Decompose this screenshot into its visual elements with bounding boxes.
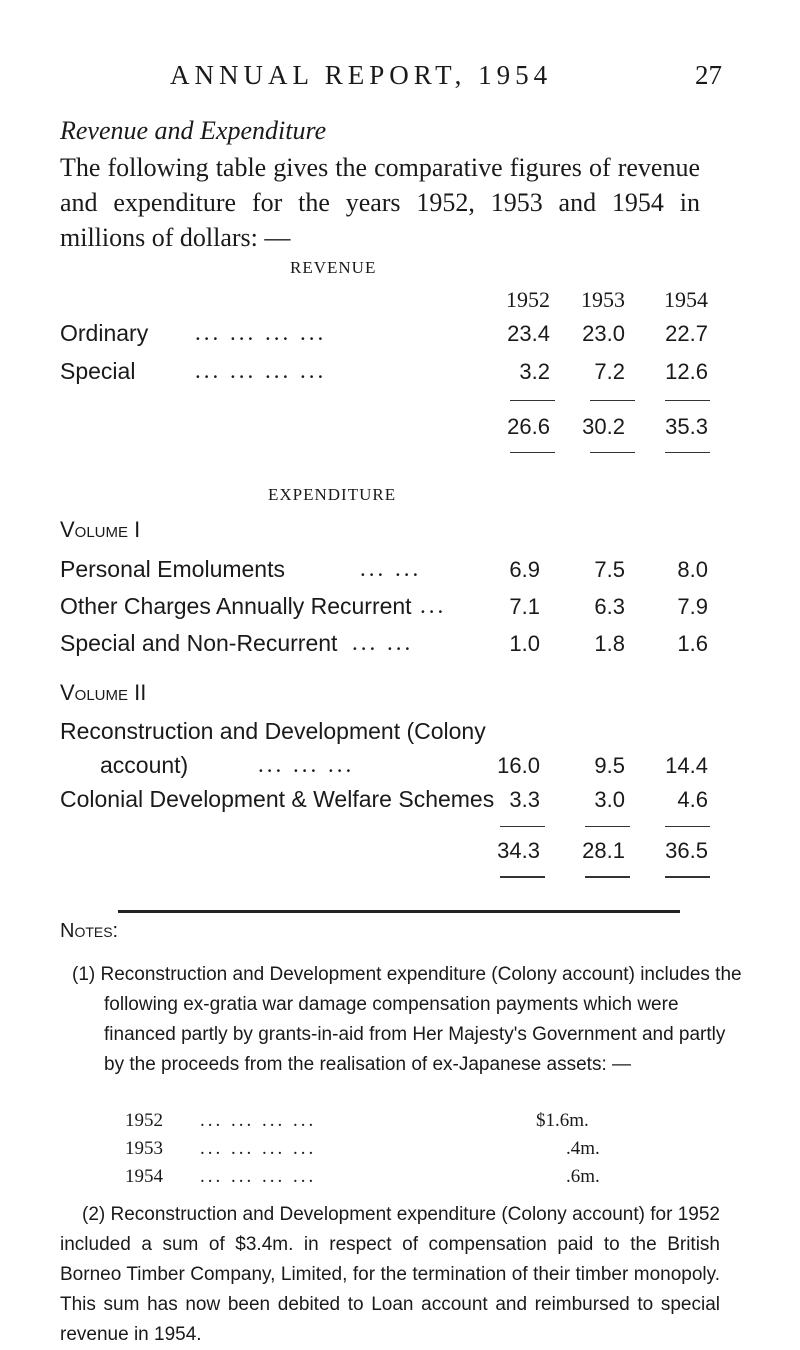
revenue-value: 3.2 bbox=[519, 359, 550, 384]
total-rule bbox=[665, 876, 710, 878]
expenditure-row-label: Reconstruction and Development (Colony bbox=[60, 718, 486, 744]
expenditure-value: 1.6 bbox=[677, 631, 708, 656]
expenditure-row-label-cont: account) bbox=[100, 752, 189, 778]
year-header: 1952 bbox=[506, 287, 550, 312]
leader-dots: ... ... bbox=[352, 630, 414, 655]
expenditure-row-label: Other Charges Annually Recurrent bbox=[60, 593, 412, 619]
total-rule bbox=[585, 876, 630, 878]
note-year: 1952 bbox=[125, 1110, 163, 1131]
revenue-row-label: Ordinary bbox=[60, 320, 149, 346]
expenditure-row-label: Special and Non-Recurrent bbox=[60, 630, 338, 656]
revenue-value: 23.0 bbox=[582, 321, 625, 346]
revenue-value: 22.7 bbox=[665, 321, 708, 346]
year-header: 1954 bbox=[664, 287, 708, 312]
expenditure-value: 7.9 bbox=[677, 594, 708, 619]
expenditure-value: 4.6 bbox=[677, 787, 708, 812]
note-2: (2) Reconstruction and Development expenditure (Colony account) for 1952 included a sum of $3.4m. in respect of compensation paid to the British Borneo Timber Company, Limited, for the termination of their timber monopoly. This sum has now been debited to Loan account and reimbursed to special revenue in 1954. bbox=[60, 1204, 720, 1345]
section-title: Revenue and Expenditure bbox=[60, 116, 327, 145]
subtotal-rule bbox=[665, 400, 710, 401]
expenditure-value: 3.3 bbox=[509, 787, 540, 812]
expenditure-heading: EXPENDITURE bbox=[268, 485, 397, 504]
note-amount: .6m. bbox=[566, 1166, 600, 1187]
expenditure-total: 28.1 bbox=[582, 838, 625, 863]
expenditure-row-label: Personal Emoluments bbox=[60, 556, 285, 582]
total-rule bbox=[500, 876, 545, 878]
expenditure-value: 7.1 bbox=[509, 594, 540, 619]
revenue-total: 35.3 bbox=[665, 414, 708, 439]
expenditure-value: 8.0 bbox=[677, 557, 708, 582]
expenditure-value: 6.9 bbox=[509, 557, 540, 582]
volume-heading: Volume II bbox=[60, 680, 147, 705]
leader-dots: ... ... ... bbox=[258, 752, 355, 777]
note-amount: $1.6m. bbox=[536, 1110, 589, 1131]
note-year: 1954 bbox=[125, 1166, 163, 1187]
expenditure-total: 34.3 bbox=[497, 838, 540, 863]
revenue-total: 26.6 bbox=[507, 414, 550, 439]
expenditure-value: 6.3 bbox=[594, 594, 625, 619]
revenue-value: 23.4 bbox=[507, 321, 550, 346]
leader-dots: ... ... ... ... bbox=[200, 1138, 317, 1159]
expenditure-value: 1.0 bbox=[509, 631, 540, 656]
expenditure-value: 16.0 bbox=[497, 753, 540, 778]
expenditure-total: 36.5 bbox=[665, 838, 708, 863]
revenue-heading: REVENUE bbox=[290, 258, 377, 277]
total-rule bbox=[590, 452, 635, 453]
expenditure-value: 9.5 bbox=[594, 753, 625, 778]
notes-heading: Notes: bbox=[60, 920, 119, 942]
revenue-total: 30.2 bbox=[582, 414, 625, 439]
leader-dots: ... ... ... ... bbox=[200, 1110, 317, 1131]
revenue-value: 7.2 bbox=[594, 359, 625, 384]
expenditure-value: 1.8 bbox=[594, 631, 625, 656]
intro-paragraph: The following table gives the comparative figures of revenue and expenditure for the years 1952, 1953 and 1954 in millions of dollars: — bbox=[60, 153, 700, 252]
leader-dots: ... ... ... ... bbox=[195, 358, 327, 383]
note-year: 1953 bbox=[125, 1138, 163, 1159]
expenditure-value: 14.4 bbox=[665, 753, 708, 778]
leader-dots: ... ... ... ... bbox=[195, 320, 327, 345]
subtotal-rule bbox=[585, 826, 630, 827]
volume-heading: Volume I bbox=[60, 517, 141, 542]
subtotal-rule bbox=[590, 400, 635, 401]
subtotal-rule bbox=[500, 826, 545, 827]
leader-dots: ... ... ... ... bbox=[200, 1166, 317, 1187]
total-rule bbox=[510, 452, 555, 453]
section-divider bbox=[118, 910, 680, 913]
year-header: 1953 bbox=[581, 287, 625, 312]
revenue-value: 12.6 bbox=[665, 359, 708, 384]
note-amount: .4m. bbox=[566, 1138, 600, 1159]
leader-dots: ... bbox=[420, 593, 447, 618]
subtotal-rule bbox=[665, 826, 710, 827]
expenditure-row-label: Colonial Development & Welfare Schemes bbox=[60, 786, 495, 812]
revenue-row-label: Special bbox=[60, 358, 136, 384]
expenditure-value: 7.5 bbox=[594, 557, 625, 582]
total-rule bbox=[665, 452, 710, 453]
subtotal-rule bbox=[510, 400, 555, 401]
leader-dots: ... ... bbox=[360, 556, 422, 581]
page-number: 27 bbox=[695, 60, 722, 90]
running-title: ANNUAL REPORT, 1954 bbox=[170, 60, 553, 90]
note-1: (1) Reconstruction and Development expenditure (Colony account) includes the following ex-gratia war damage compensation payments which were financed partly by grants-in-aid from Her Majesty's Government and partly by the proceeds from the realisation of ex-Japanese assets: — bbox=[72, 964, 742, 1075]
expenditure-value: 3.0 bbox=[594, 787, 625, 812]
